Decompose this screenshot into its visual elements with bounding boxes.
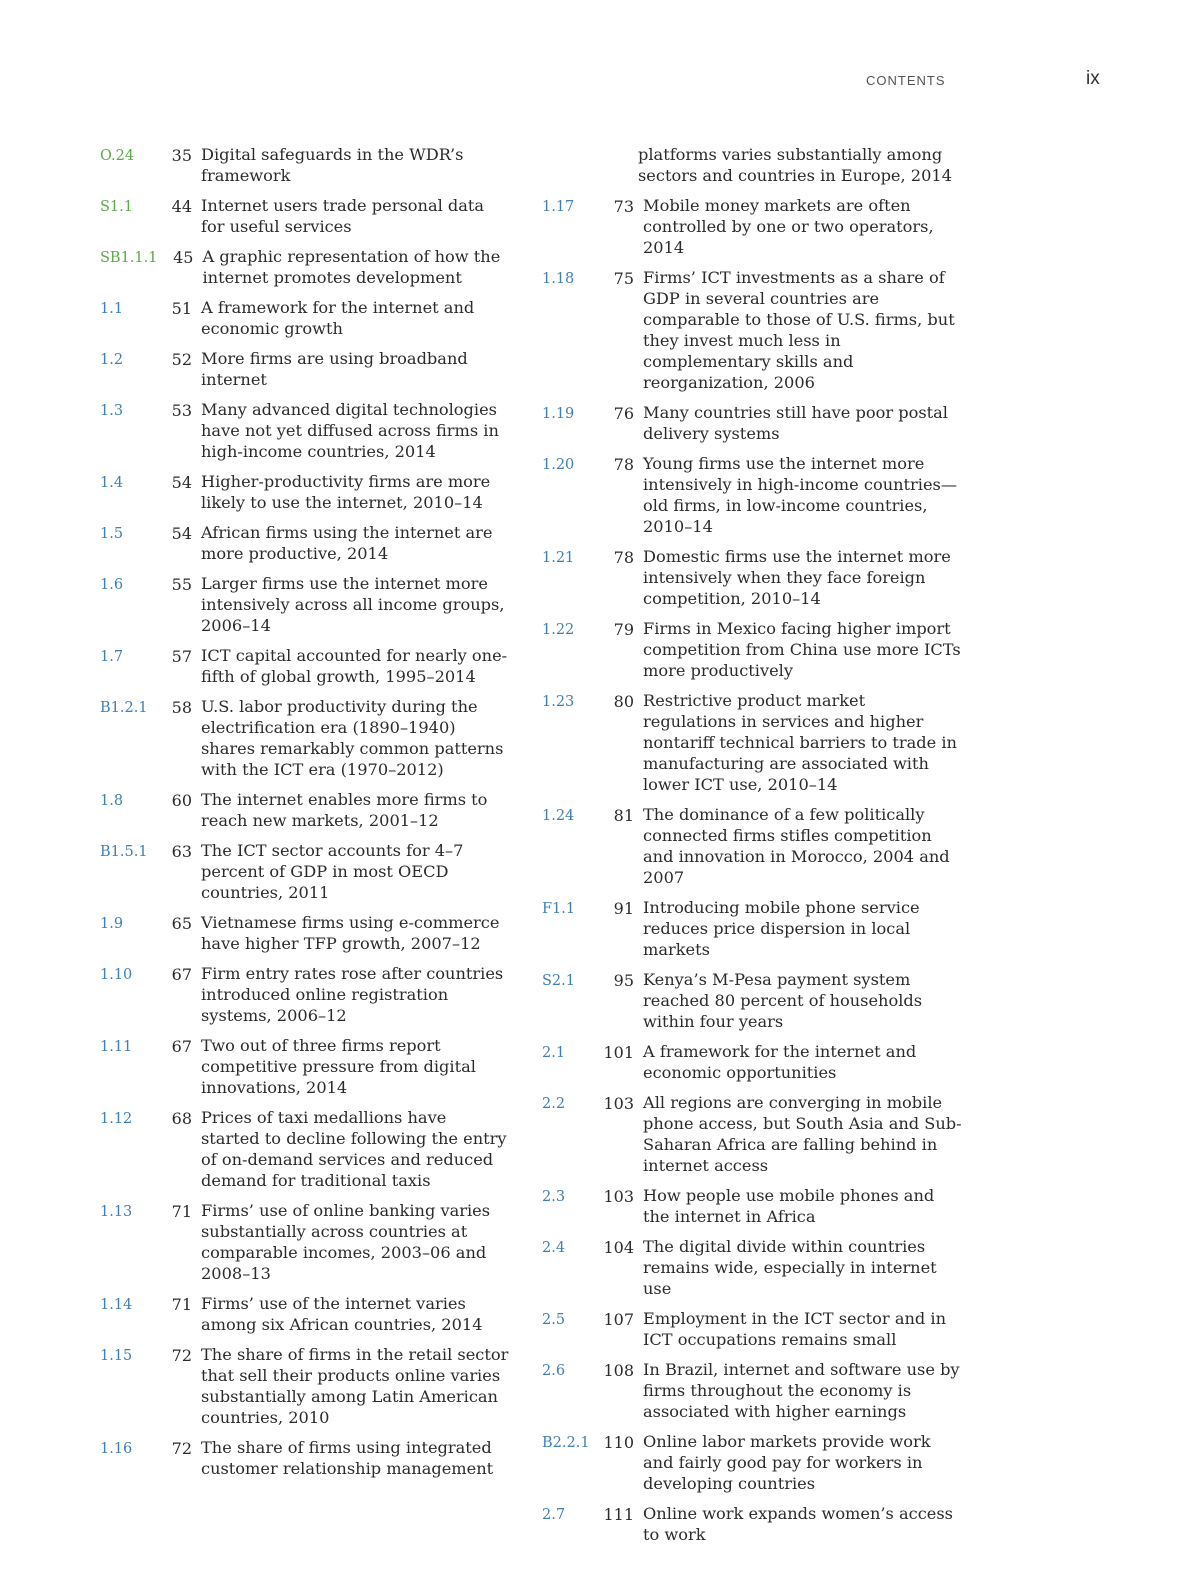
figure-list-entry: [100, 297, 510, 339]
page-reference: 75: [613, 269, 634, 288]
figure-list-entry: [542, 618, 962, 681]
continued-entry-text: platforms varies substantially among sectors and countries in Europe, 2014: [638, 145, 952, 185]
figure-number: 1.3: [100, 403, 124, 419]
figure-title: Two out of three firms report competitive pressure from digital innovations, 2014: [201, 1036, 476, 1097]
figure-number: B1.2.1: [100, 700, 148, 716]
page-reference: 73: [613, 197, 634, 216]
figure-title: The ICT sector accounts for 4–7 percent of GDP in most OECD countries, 2011: [201, 841, 464, 902]
page-reference: 54: [171, 473, 192, 492]
figure-title: Internet users trade personal data for useful services: [201, 196, 485, 236]
figure-number: 1.6: [100, 577, 124, 593]
figure-list-entry: [100, 144, 510, 186]
figure-number: 2.2: [542, 1096, 566, 1112]
page-reference: 101: [603, 1043, 634, 1062]
figure-list-entry: [100, 1035, 510, 1098]
figure-title: Higher-productivity firms are more likely to use the internet, 2010–14: [201, 472, 491, 512]
figure-title: Young firms use the internet more intensively in high-income countries—old firms, in low-income countries, 2010–14: [643, 454, 958, 536]
figure-title: U.S. labor productivity during the electrification era (1890–1940) shares remarkably common patterns with the ICT era (1970–2012): [201, 697, 504, 779]
page-reference: 95: [613, 971, 634, 990]
figure-title: A framework for the internet and economic growth: [201, 298, 475, 338]
figure-list-entry: [542, 453, 962, 537]
figure-number: 1.22: [542, 622, 575, 638]
figure-list-entry: [100, 246, 510, 288]
page-reference: 78: [613, 548, 634, 567]
figure-number: 1.24: [542, 808, 575, 824]
page-reference: 58: [171, 698, 192, 717]
figure-list-entry: [542, 195, 962, 258]
figure-list-entry: [100, 348, 510, 390]
page-reference: 60: [171, 791, 192, 810]
figure-title: In Brazil, internet and software use by firms throughout the economy is associated with higher earnings: [643, 1360, 960, 1421]
figure-list-entry: [542, 546, 962, 609]
figure-list-entry: [542, 1041, 962, 1083]
figure-title: A graphic representation of how the internet promotes development: [202, 247, 501, 287]
figure-list-entry: [542, 897, 962, 960]
figure-number: 1.4: [100, 475, 124, 491]
page-reference: 63: [171, 842, 192, 861]
figure-title: Firms in Mexico facing higher import competition from China use more ICTs more productively: [643, 619, 961, 680]
figure-title: Firms’ use of the internet varies among six African countries, 2014: [201, 1294, 483, 1334]
figure-list-entry: [100, 195, 510, 237]
figure-number: 1.11: [100, 1039, 133, 1055]
figure-number: 2.3: [542, 1189, 566, 1205]
figure-list-entry: [100, 1344, 510, 1428]
figure-title: The internet enables more firms to reach new markets, 2001–12: [201, 790, 488, 830]
page-number: ix: [1086, 68, 1100, 89]
figure-number: 1.10: [100, 967, 133, 983]
figure-number: B1.5.1: [100, 844, 148, 860]
figure-number: 2.6: [542, 1363, 566, 1379]
page-reference: 104: [603, 1238, 634, 1257]
figure-title: A framework for the internet and economic opportunities: [643, 1042, 917, 1082]
figure-list-entry: [542, 969, 962, 1032]
figure-list-entry: [542, 1359, 962, 1422]
figure-title: Domestic firms use the internet more intensively when they face foreign competition, 2010–14: [643, 547, 951, 608]
page-reference: 71: [171, 1202, 192, 1221]
page-reference: 72: [171, 1346, 192, 1365]
page-reference: 91: [613, 899, 634, 918]
page-reference: 103: [603, 1094, 634, 1113]
figure-list-entry: [542, 1236, 962, 1299]
figure-list-entry: [542, 1503, 962, 1545]
figure-title: Online work expands women’s access to work: [643, 1504, 953, 1544]
page-reference: 53: [171, 401, 192, 420]
figure-title: Introducing mobile phone service reduces price dispersion in local markets: [643, 898, 920, 959]
figure-number: 1.7: [100, 649, 124, 665]
figure-number: F1.1: [542, 901, 576, 917]
figure-title: More firms are using broadband internet: [201, 349, 468, 389]
figure-list-entry: [100, 840, 510, 903]
figure-title: Many countries still have poor postal delivery systems: [643, 403, 948, 443]
figure-number: 1.20: [542, 457, 575, 473]
figure-title: Restrictive product market regulations in services and higher nontariff technical barriers to trade in manufacturing are associated with lower ICT use, 2010–14: [643, 691, 957, 794]
page-reference: 54: [171, 524, 192, 543]
figure-list-entry: [542, 690, 962, 795]
contents-column-left: [100, 144, 510, 1488]
figure-number: 1.21: [542, 550, 575, 566]
figure-title: Firms’ ICT investments as a share of GDP in several countries are comparable to those of U.S. firms, but they invest much less in complementary skills and reorganization, 2006: [643, 268, 955, 392]
page-reference: 52: [171, 350, 192, 369]
figure-number: B2.2.1: [542, 1435, 590, 1451]
page-reference: 78: [613, 455, 634, 474]
figure-title: The share of firms using integrated customer relationship management: [201, 1438, 494, 1478]
page-reference: 68: [171, 1109, 192, 1128]
page-reference: 57: [171, 647, 192, 666]
page-reference: 67: [171, 965, 192, 984]
figure-title: The digital divide within countries remains wide, especially in internet use: [643, 1237, 937, 1298]
figure-number: S1.1: [100, 199, 133, 215]
page-reference: 81: [613, 806, 634, 825]
figure-list-entry: [100, 789, 510, 831]
figure-number: 1.8: [100, 793, 124, 809]
figure-title: The dominance of a few politically connected firms stifles competition and innovation in Morocco, 2004 and 2007: [643, 805, 950, 887]
figure-list-entry: [542, 804, 962, 888]
figure-number: 2.7: [542, 1507, 566, 1523]
page-reference: 79: [613, 620, 634, 639]
figure-number: 1.13: [100, 1204, 133, 1220]
figure-list-entry: [100, 1200, 510, 1284]
figure-title: Larger firms use the internet more intensively across all income groups, 2006–14: [201, 574, 505, 635]
figure-title: Prices of taxi medallions have started to decline following the entry of on-demand services and reduced demand for traditional taxis: [201, 1108, 507, 1190]
figure-number: 2.1: [542, 1045, 566, 1061]
figure-list-entry: [100, 1293, 510, 1335]
figure-number: 2.4: [542, 1240, 566, 1256]
figure-title: Kenya’s M-Pesa payment system reached 80 percent of households within four years: [643, 970, 923, 1031]
figure-number: 2.5: [542, 1312, 566, 1328]
figure-number: SB1.1.1: [100, 250, 158, 266]
figure-number: 1.9: [100, 916, 124, 932]
page-reference: 76: [613, 404, 634, 423]
figure-title: All regions are converging in mobile phone access, but South Asia and Sub-Saharan Africa are falling behind in internet access: [643, 1093, 962, 1175]
figure-list-entry: [100, 963, 510, 1026]
figure-title: Digital safeguards in the WDR’s framework: [201, 145, 464, 185]
figure-list-entry: [100, 1437, 510, 1479]
page-reference: 67: [171, 1037, 192, 1056]
figure-title: Vietnamese firms using e-commerce have higher TFP growth, 2007–12: [201, 913, 500, 953]
page-reference: 44: [171, 197, 192, 216]
figure-title: Firm entry rates rose after countries introduced online registration systems, 2006–12: [201, 964, 504, 1025]
page-reference: 108: [603, 1361, 634, 1380]
page-reference: 51: [171, 299, 192, 318]
page-reference: 45: [173, 248, 194, 267]
page-reference: 110: [603, 1433, 634, 1452]
figure-number: 1.23: [542, 694, 575, 710]
figure-title: Mobile money markets are often controlled by one or two operators, 2014: [643, 196, 934, 257]
figure-list-entry: [542, 1185, 962, 1227]
figure-title: Firms’ use of online banking varies substantially across countries at comparable incomes, 2003–06 and 2008–13: [201, 1201, 491, 1283]
page-reference: 55: [171, 575, 192, 594]
figure-title: African firms using the internet are more productive, 2014: [201, 523, 493, 563]
figure-number: 1.15: [100, 1348, 133, 1364]
figure-list-entry: [100, 912, 510, 954]
page-reference: 103: [603, 1187, 634, 1206]
page-reference: 111: [603, 1505, 634, 1524]
figure-number: 1.16: [100, 1441, 133, 1457]
figure-list-entry: [100, 1107, 510, 1191]
contents-column-right: [542, 144, 962, 1554]
figure-title: How people use mobile phones and the internet in Africa: [643, 1186, 935, 1226]
figure-list-entry: [100, 471, 510, 513]
page-reference: 65: [171, 914, 192, 933]
figure-title: The share of firms in the retail sector that sell their products online varies substantially among Latin American countries, 2010: [201, 1345, 509, 1427]
page-reference: 72: [171, 1439, 192, 1458]
figure-list-entry: [542, 267, 962, 393]
figure-number: 1.18: [542, 271, 575, 287]
figure-title: ICT capital accounted for nearly one-fifth of global growth, 1995–2014: [201, 646, 508, 686]
page-reference: 107: [603, 1310, 634, 1329]
running-header-label: CONTENTS: [866, 73, 946, 88]
figure-number: 1.14: [100, 1297, 133, 1313]
page-reference: 35: [171, 146, 192, 165]
figure-number: S2.1: [542, 973, 575, 989]
figure-number: O.24: [100, 148, 135, 164]
page-reference: 80: [613, 692, 634, 711]
figure-number: 1.1: [100, 301, 124, 317]
page-reference: 71: [171, 1295, 192, 1314]
figure-list-entry: [542, 1092, 962, 1176]
figure-number: 1.2: [100, 352, 124, 368]
figure-title: Employment in the ICT sector and in ICT occupations remains small: [643, 1309, 947, 1349]
figure-list-entry: [100, 696, 510, 780]
figure-list-entry: [100, 399, 510, 462]
figure-list-entry: [100, 645, 510, 687]
figure-title: Online labor markets provide work and fairly good pay for workers in developing countries: [643, 1432, 931, 1493]
figure-list-entry: [542, 1431, 962, 1494]
figure-title: Many advanced digital technologies have not yet diffused across firms in high-income countries, 2014: [201, 400, 499, 461]
figure-number: 1.17: [542, 199, 575, 215]
figure-list-entry: [542, 1308, 962, 1350]
figure-list-entry: [542, 402, 962, 444]
figure-number: 1.12: [100, 1111, 133, 1127]
figure-list-entry: [100, 573, 510, 636]
figure-number: 1.19: [542, 406, 575, 422]
figure-number: 1.5: [100, 526, 124, 542]
figure-list-entry: [100, 522, 510, 564]
